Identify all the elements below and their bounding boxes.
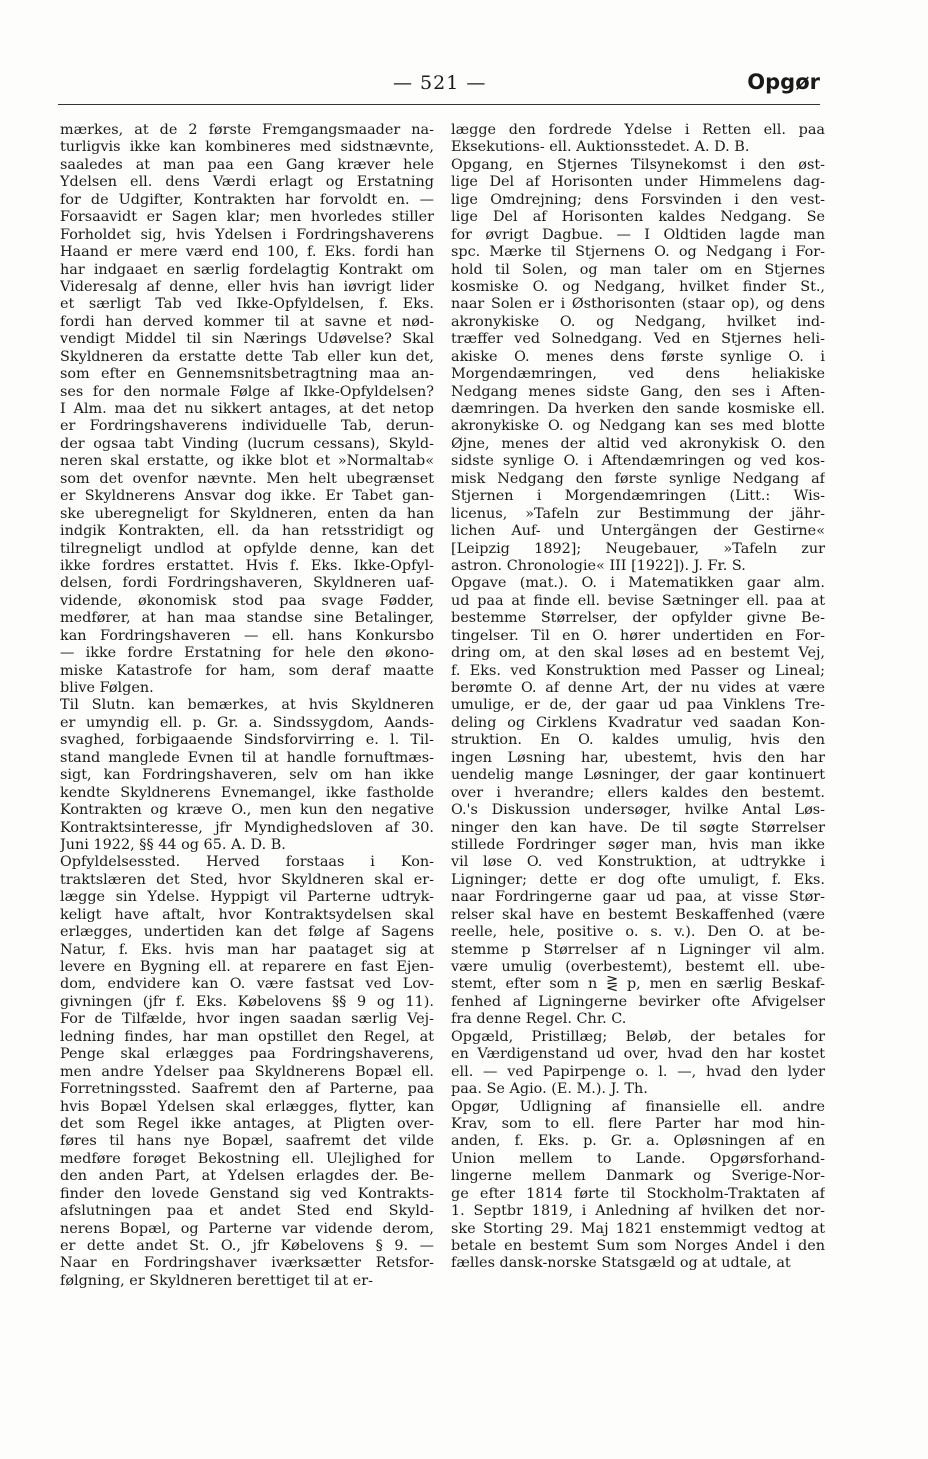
page-header [58,68,820,102]
text-line: dæmringen. Da hverken den sande kosmiske ell. [451,401,825,417]
page-number: — 521 — [393,72,487,94]
text-line: [Leipzig 1892]; Neugebauer, »Tafeln zur [451,540,825,557]
text-line: fra denne Regel. Chr. C. [451,1011,627,1028]
text-line: levere en Bygning ell. at reparere en fast Ejen- [60,959,434,975]
text-line: ingen Løsning har, ubestemt, hvis den har [451,749,825,766]
text-line: kan Fordringshaveren — ell. hans Konkursbo [60,627,434,644]
text-line: Ligninger; dette er dog ofte umuligt, f. Eks. [451,871,825,888]
text-line: er dette andet St. O., jfr Købelovens § 9. — [60,1238,434,1254]
text-line: ell. — ved Papirpenge o. l. —, hvad den lyder [451,1063,825,1080]
text-line: lægge sin Ydelse. Hyppigt vil Parterne udtryk- [60,889,434,906]
text-line: kendte Skyldnerens Evnemangel, ikke fastholde [60,784,434,801]
text-line: bestemme Størrelser, der opfylder givne Be- [451,610,825,627]
text-line: fordi han derved kommer til at savne et nød- [60,313,434,330]
text-line: lægge den fordrede Ydelse i Retten ell. paa [451,122,825,138]
text-line: berømte O. af denne Art, der nu vides at være [451,680,825,696]
text-line: være umulig (overbestemt), bestemt ell. ube- [451,959,825,975]
text-line: Haand er mere værd end 100, f. Eks. fordi han [60,244,434,261]
text-line: hvis Bopæl Ydelsen skal erlægges, flytter, kan [60,1098,434,1115]
header-rule [58,104,820,105]
text-line: Morgendæmringen, ved dens heliakiske [451,366,825,383]
text-line: som efter en Gennemsnitsbetragtning maa an- [60,366,434,383]
text-line: anden, f. Eks. p. Gr. a. Opløsningen af en [451,1133,825,1150]
text-line: — ikke fordre Erstatning for hele den økono- [60,645,434,662]
text-line: Opgang, en Stjernes Tilsynekomst i den øst- [451,156,825,173]
text-line: I Alm. maa det nu sikkert antages, at det netop [60,401,434,417]
text-line: medføre forøget Bekostning ell. Ulejlighed for [60,1150,434,1167]
text-line: over i hverandre; ellers kaldes den bestemt. [451,784,825,801]
text-line: Kontrakten og kræve O., men kun den negative [60,802,434,819]
text-line: men andre Ydelser paa Skyldnerens Bopæl ell. [60,1063,434,1080]
text-line: der ogsaa tabt Vinding (lucrum cessans), Skyld- [60,435,434,452]
text-line: Skyldneren da erstatte dette Tab eller kun det, [60,348,434,365]
text-line: Forsaavidt er Sagen klar; men hvorledes stiller [60,209,434,226]
text-line: hold til Solen, og man taler om en Stjernes [451,261,825,278]
text-line: det som Regel ikke antages, at Pligten over- [60,1115,434,1132]
text-line: Opgæld, Pristillæg; Beløb, der betales for [451,1028,825,1045]
text-line: miske Katastrofe for ham, som deraf maatte [60,662,434,679]
text-line: neren skal erstatte, og ikke blot et »Normaltab« [60,453,434,470]
text-line: delsen, fordi Fordringshaveren, Skyldneren uaf- [60,575,434,592]
text-line: Forholdet sig, hvis Ydelsen i Fordringshaverens [60,226,434,243]
text-line: lichen Auf- und Untergängen der Gestirne« [451,523,825,540]
text-line: for de Udgifter, Kontrakten har forvoldt en. — [60,191,434,208]
text-line: stand manglede Evnen til at handle fornuftmæs- [60,749,434,766]
text-line: deling og Cirklens Kvadratur ved saadan Kon- [451,714,825,731]
text-line: spc. Mærke til Stjernens O. og Nedgang i For- [451,244,825,261]
text-line: mærkes, at de 2 første Fremgangsmaader na- [60,122,434,138]
text-line: keligt have aftalt, hvor Kontraktsydelsen skal [60,906,434,923]
text-line: lige Del af Horisonten under Himmelens dag- [451,174,825,191]
text-line: Opgør, Udligning af finansielle ell. andre [451,1098,825,1115]
text-line: Eksekutions- ell. Auktionsstedet. A. D. B. [451,139,750,156]
text-line: turligvis ikke kan kombineres med sidstnævnte, [60,139,434,156]
text-line: For de Tilfælde, hvor ingen saadan særlig Vej- [60,1011,434,1028]
text-line: reelle, hele, positive o. s. v.). Den O. at be- [451,924,825,941]
text-line: Forretningssted. Saafremt den af Parterne, paa [60,1081,434,1098]
text-line: Krav, som to ell. flere Parter har mod hin- [451,1115,825,1132]
text-line: O.'s Diskussion undersøger, hvilke Antal Løs- [451,802,825,819]
text-line: Øjne, menes der altid ved akronykisk O. den [451,435,825,452]
text-line: naar Fordringerne gaar ud paa, at visse Stør- [451,889,825,906]
running-head: Opgør [747,70,820,94]
text-line: tingelser. Til en O. hører undertiden en For- [451,627,825,644]
text-line: ske uberegneligt for Skyldneren, enten da han [60,505,434,522]
text-line: Nedgang menes sidste Gang, den ses i Aften- [451,383,825,400]
text-line: har indgaaet en særlig fordelagtig Kontrakt om [60,261,434,278]
text-line: er umyndig ell. p. Gr. a. Sindssygdom, Aands- [60,714,434,731]
text-line: dring om, at den skal løses ad en bestemt Vej, [451,645,825,662]
text-line: Kontraktsinteresse, jfr Myndighedsloven af 30. [60,819,434,836]
text-line: dom, endvidere kan O. være fastsat ved Lov- [60,976,434,993]
text-line: nerens Bopæl, og Parterne var vidende derom, [60,1220,434,1237]
text-line: vidende, økonomisk stod paa svage Fødder, [60,592,434,609]
text-line: for øvrigt Dagbue. — I Oldtiden lagde man [451,226,825,243]
text-line: kosmiske O. og Nedgang, hvilket finder St., [451,278,825,295]
text-line: vendigt Middel til sin Nærings Udøvelse? Skal [60,331,434,348]
text-line: Natur, f. Eks. hvis man har paataget sig at [60,941,434,958]
left-column [60,122,434,1290]
text-line: træffer ved Solnedgang. Ved en Stjernes heli- [451,331,825,348]
text-line: er Skyldnerens Ansvar dog ikke. Er Tabet gan- [60,488,434,505]
text-line: akronykiske O. og Nedgang kan ses med blotte [451,418,825,435]
text-line: et særligt Tab ved Ikke-Opfyldelsen, f. Eks. [60,296,434,313]
text-line: Union mellem to Lande. Opgørsforhand- [451,1150,825,1167]
text-line: betale en bestemt Sum som Norges Andel i den [451,1238,825,1254]
text-line: finder den lovede Genstand sig ved Kontrakts- [60,1185,434,1202]
text-line: vil løse O. ved Konstruktion, at udtrykke i [451,854,825,871]
text-line: Penge skal erlægges paa Fordringshaverens, [60,1046,434,1063]
text-line: afslutningen paa et andet Sted end Skyld- [60,1203,434,1220]
text-line: ninger den kan have. De til søgte Størrelser [451,819,825,836]
text-line: den anden Part, at Ydelsen erlagdes der. Be- [60,1168,434,1185]
text-line: paa. Se Agio. (E. M.). J. Th. [451,1081,648,1098]
text-line: givningen (jfr f. Eks. Købelovens §§ 9 og 11). [60,993,434,1010]
text-line: fælles dansk-norske Statsgæld og at udtale, at [451,1255,791,1272]
text-line: som det ovenfor nævnte. Men helt ubegrænset [60,470,434,487]
text-line: astron. Chronologie« III [1922]). J. Fr. S. [451,557,746,574]
text-line: ske Storting 29. Maj 1821 enstemmigt vedtog at [451,1220,825,1237]
right-column [451,122,825,1273]
text-line: sigt, kan Fordringshaveren, selv om han ikke [60,767,434,784]
text-line: lingerne mellem Danmark og Sverige-Nor- [451,1168,825,1185]
text-line: Ydelsen ell. dens Værdi erlagt og Erstatning [60,174,434,191]
text-line: indgik Kontrakten, ell. da han retsstridigt og [60,523,434,540]
text-line: saaledes at man paa een Gang kræver hele [60,156,434,173]
text-line: akronykiske O. og Nedgang, hvilket ind- [451,313,825,330]
text-line: ledning findes, har man opstillet den Regel, at [60,1028,434,1045]
text-line: Opgave (mat.). O. i Matematikken gaar alm. [451,575,825,592]
text-line: tilregneligt undlod at opfylde denne, kan det [60,540,434,557]
text-line: sidste synlige O. i Aftendæmringen og ved kos- [451,453,825,470]
text-line: følgning, er Skyldneren berettiget til at er- [60,1272,373,1289]
text-line: føres til hans nye Bopæl, saafremt det vilde [60,1133,434,1150]
text-line: en Værdigenstand ud over, hvad den har kostet [451,1046,825,1063]
text-line: medfører, at han maa standse sine Betalinger, [60,610,434,627]
text-line: ikke fordres erstattet. Hvis f. Eks. Ikke-Opfyl- [60,557,434,574]
text-line: lige Omdrejning; dens Forsvinden i den vest- [451,191,825,208]
text-line: Til Slutn. kan bemærkes, at hvis Skyldneren [60,697,434,714]
text-line: umulige, er de, der gaar ud paa Vinklens Tre- [451,697,825,714]
text-line: svaghed, forbigaaende Sindsforvirring e. l. Til- [60,732,434,749]
text-line: akiske O. menes dens første synlige O. i [451,348,825,365]
text-line: blive Følgen. [60,680,154,696]
text-line: er Fordringshaverens individuelle Tab, derun- [60,418,434,435]
text-line: traktslæren det Sted, hvor Skyldneren skal er- [60,871,434,888]
text-line: misk Nedgang den første synlige Nedgang af [451,470,825,487]
text-line: fenhed af Ligningerne bevirker ofte Afvigelser [451,993,825,1010]
text-line: stemme p Størrelser af n Ligninger vil alm. [451,941,825,958]
text-line: ses for den normale Følge af Ikke-Opfyldelsen? [60,383,434,400]
text-line: stillede Fordringer søger man, hvis man ikke [451,836,825,853]
text-line: Naar en Fordringshaver iværksætter Retsfor- [60,1255,434,1272]
text-line: licenus, »Tafeln zur Bestimmung der jähr- [451,505,825,522]
text-line: Stjernen i Morgendæmringen (Litt.: Wis- [451,488,825,505]
text-line: ge efter 1814 førte til Stockholm-Traktaten af [451,1185,825,1202]
text-line: Juni 1922, §§ 44 og 65. A. D. B. [60,836,286,853]
text-line: lige Del af Horisonten kaldes Nedgang. Se [451,209,825,226]
text-line: ud paa at finde ell. bevise Sætninger ell. paa at [451,592,825,609]
text-line: stemt, efter som n ⋛ p, men en særlig Beskaf- [451,976,825,993]
text-line: Videresalg af denne, eller hvis han iøvrigt lider [60,278,434,295]
text-line: naar Solen er i Østhorisonten (staar op), og dens [451,296,825,313]
text-line: 1. Septbr 1819, i Anledning af hvilken det nor- [451,1203,825,1220]
text-line: struktion. En O. kaldes umulig, hvis den [451,732,825,749]
text-line: f. Eks. ved Konstruktion med Passer og Lineal; [451,662,825,679]
text-line: uendelig mange Løsninger, der gaar kontinuert [451,767,825,784]
text-line: relser skal have en bestemt Beskaffenhed (være [451,906,825,923]
text-line: Opfyldelsessted. Herved forstaas i Kon- [60,854,434,871]
text-line: erlægges, undertiden kan det følge af Sagens [60,924,434,941]
